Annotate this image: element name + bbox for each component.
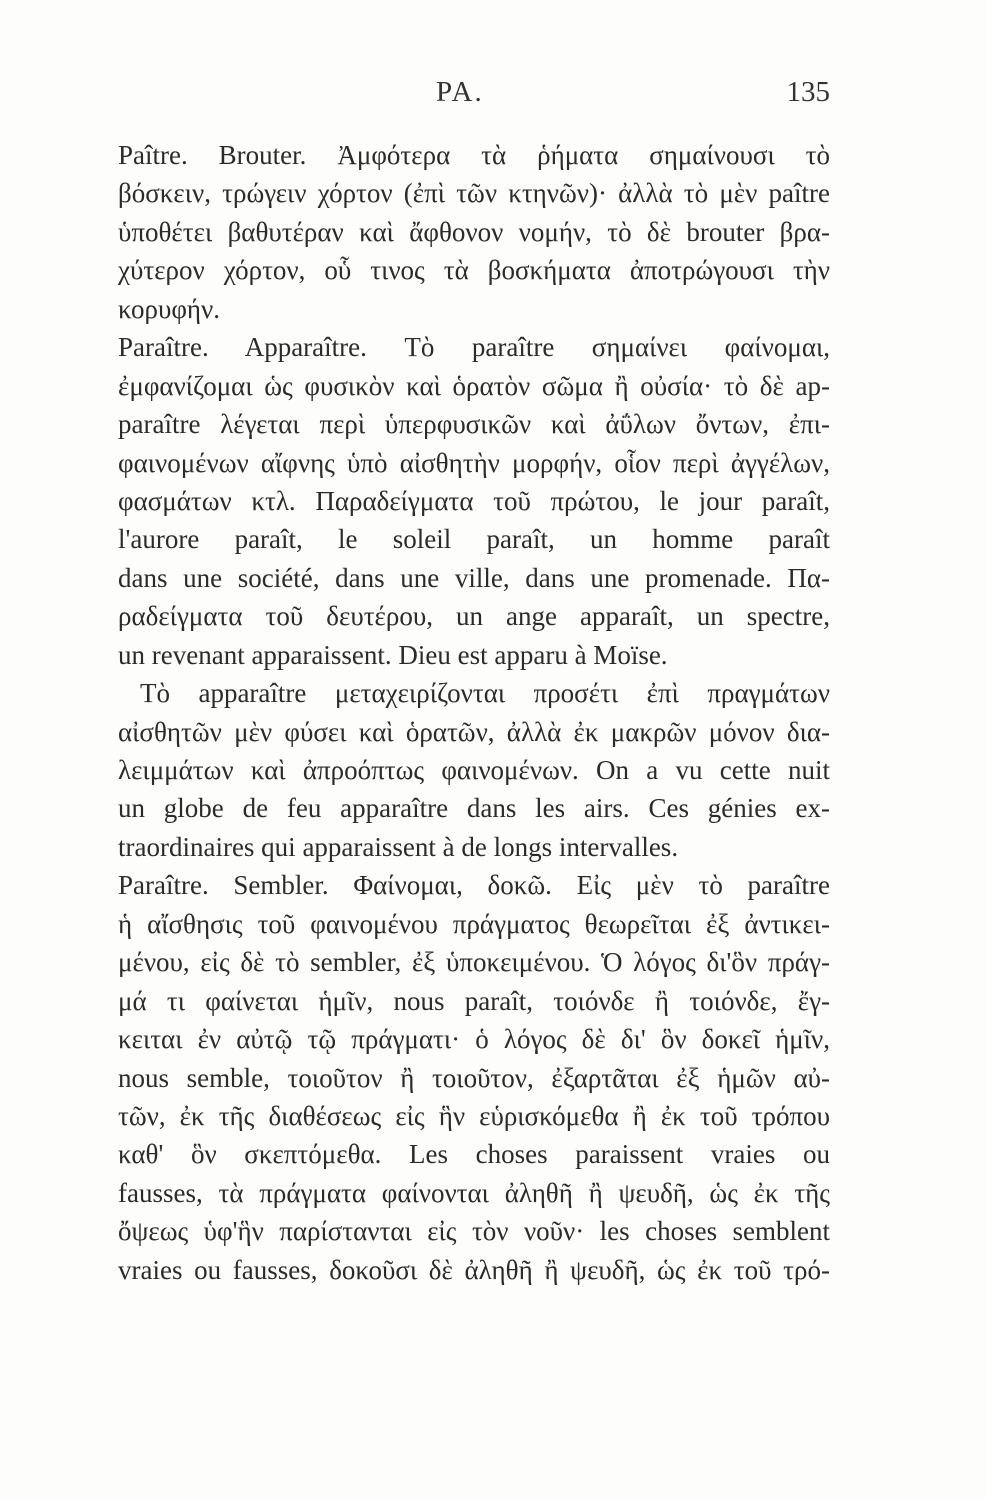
text-line: τῶν, ἐκ τῆς διαθέσεως εἰς ἣν εὑρισκόμεθα ἢ ἐκ τοῦ τρόπου [118,1100,830,1131]
text-line: Paître. Brouter. Ἀμφότερα τὰ ῥήματα σημαίνουσι τὸ [118,140,830,170]
text-line: fausses, τὰ πράγματα φαίνονται ἀληθῆ ἢ ψευδῆ, ὡς ἐκ τῆς [118,1177,830,1208]
text-line: un revenant apparaissent. Dieu est apparu à Moïse. [118,639,668,670]
text-line: dans une société, dans une ville, dans une promenade. Πα- [118,562,830,593]
text-line: λειμμάτων καὶ ἀπροόπτως φαινομένων. On a vu cette nuit [118,755,830,785]
text-line: l'aurore paraît, le soleil paraît, un homme paraît [118,524,830,555]
text-line: un globe de feu apparaître dans les airs. Ces génies ex- [118,793,830,824]
text-line: μά τι φαίνεται ἡμῖν, nous paraît, τοιόνδε ἢ τοιόνδε, ἔγ- [118,985,830,1016]
text-line: κορυφήν. [118,293,221,324]
text-line: ραδείγματα τοῦ δευτέρου, un ange apparaît, un spectre, [118,601,830,632]
text-line: Paraître. Sembler. Φαίνομαι, δοκῶ. Εἰς μὲν τὸ paraître [118,870,830,901]
text-line: χύτερον χόρτον, οὗ τινος τὰ βοσκήματα ἀποτρώγουσι τὴν [118,255,830,286]
text-line: καθ' ὃν σκεπτόμεθα. Les choses paraissent vraies ou [118,1139,830,1170]
text-line: βόσκειν, τρώγειν χόρτον (ἐπὶ τῶν κτηνῶν)· ἀλλὰ τὸ μὲν paître [118,178,830,209]
text-line: ὑποθέτει βαθυτέραν καὶ ἄφθονον νομήν, τὸ δὲ brouter βρα- [118,216,830,247]
running-head: ΡΑ. [436,76,484,108]
text-line: Τὸ apparaître μεταχειρίζονται προσέτι ἐπὶ πραγμάτων [140,678,830,709]
text-line: paraître λέγεται περὶ ὑπερφυσικῶν καὶ ἀΰλων ὄντων, ἐπι- [118,409,830,440]
text-line: traordinaires qui apparaissent à de longs intervalles. [118,831,679,862]
page-number: 135 [786,76,830,108]
text-line: φασμάτων κτλ. Παραδείγματα τοῦ πρώτου, le jour paraît, [118,485,830,516]
text-line: ὄψεως ὑφ'ἣν παρίστανται εἰς τὸν νοῦν· les choses semblent [118,1216,830,1247]
text-line: Paraître. Apparaître. Τὸ paraître σημαίνει φαίνομαι, [118,332,830,363]
text-line: φαινομένων αἴφνης ὑπὸ αἰσθητὴν μορφήν, οἷον περὶ ἀγγέλων, [118,447,830,478]
page-header [118,76,830,116]
text-line: ἡ αἴσθησις τοῦ φαινομένου πράγματος θεωρεῖται ἐξ ἀντικει- [118,908,830,939]
text-line: ἐμφανίζομαι ὡς φυσικὸν καὶ ὁρατὸν σῶμα ἢ οὐσία· τὸ δὲ ap- [118,370,830,401]
text-line: vraies ou fausses, δοκοῦσι δὲ ἀληθῆ ἢ ψευδῆ, ὡς ἐκ τοῦ τρό- [118,1254,830,1285]
text-line: nous semble, τοιοῦτον ἢ τοιοῦτον, ἐξαρτᾶται ἐξ ἡμῶν αὐ- [118,1062,830,1093]
text-line: μένου, εἰς δὲ τὸ sembler, ἐξ ὑποκειμένου. Ὁ λόγος δι'ὃν πράγ- [118,947,830,978]
text-line: κειται ἐν αὐτῷ τῷ πράγματι· ὁ λόγος δὲ δι' ὃν δοκεῖ ἡμῖν, [118,1024,830,1055]
body-text [118,136,830,1289]
text-line: αἰσθητῶν μὲν φύσει καὶ ὁρατῶν, ἀλλὰ ἐκ μακρῶν μόνον δια- [118,716,830,747]
